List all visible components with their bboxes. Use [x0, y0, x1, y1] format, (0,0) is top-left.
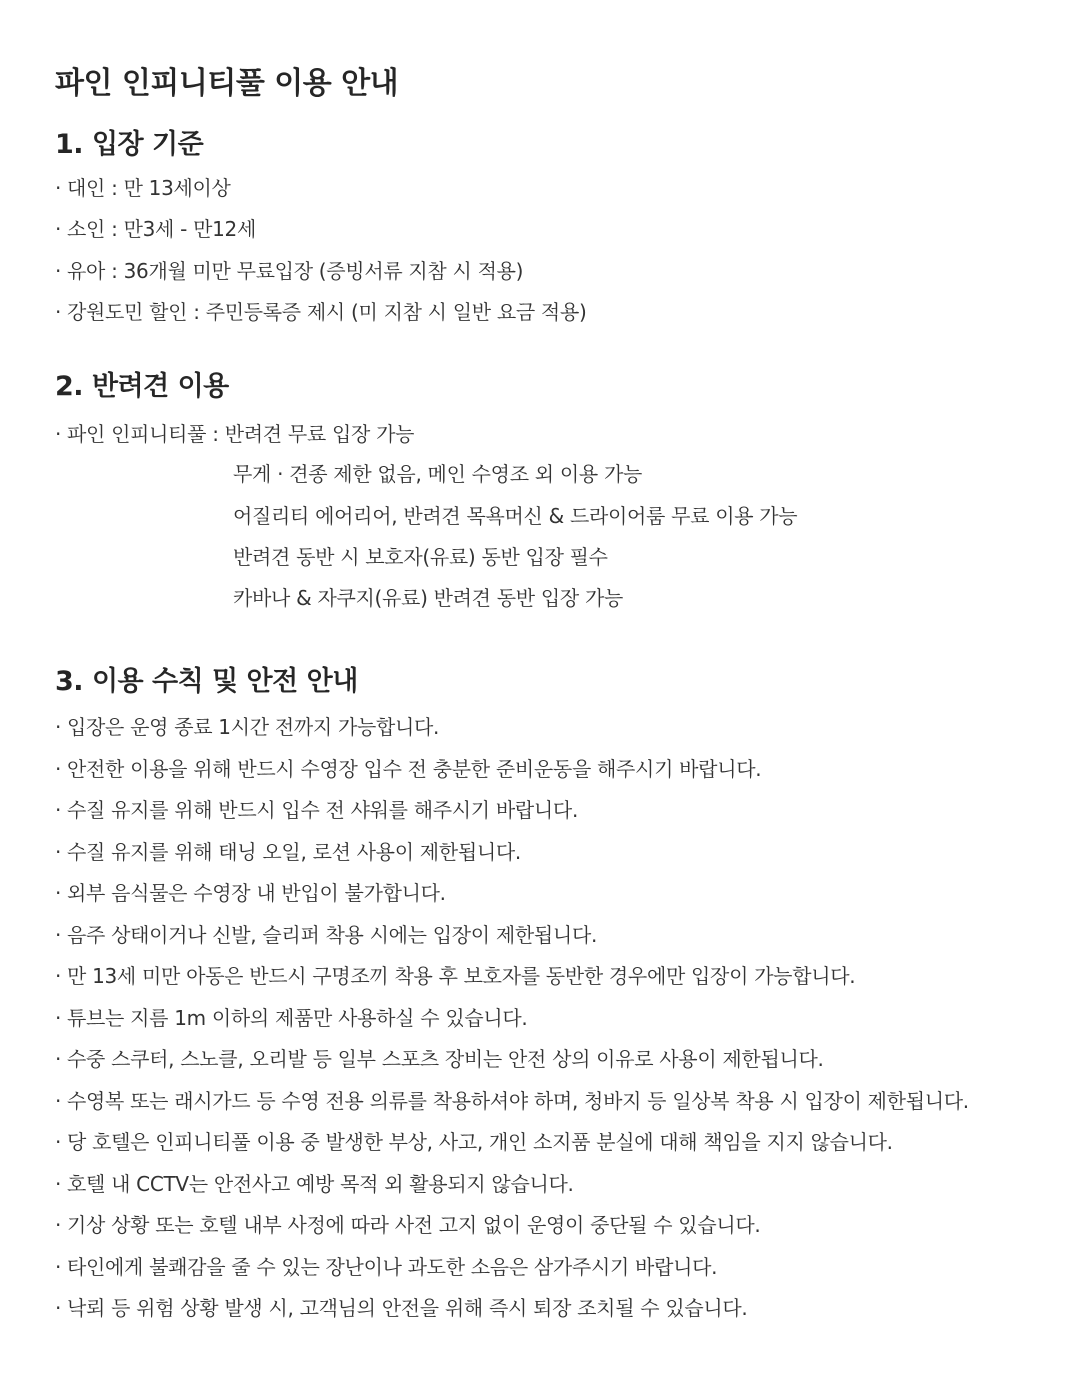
rule-item: · 만 13세 미만 아동은 반드시 구명조끼 착용 후 보호자를 동반한 경우에만 입장이 가능합니다.: [55, 964, 856, 988]
rule-item: · 입장은 운영 종료 1시간 전까지 가능합니다.: [55, 715, 440, 739]
entry-item: · 소인 : 만3세 - 만12세: [55, 217, 256, 241]
rule-item: · 당 호텔은 인피니티풀 이용 중 발생한 부상, 사고, 개인 소지품 분실에 대해 책임을 지지 않습니다.: [55, 1130, 893, 1154]
rule-item: · 낙뢰 등 위험 상황 발생 시, 고객님의 안전을 위해 즉시 퇴장 조치될 수 있습니다.: [55, 1296, 748, 1320]
pet-detail: 어질리티 에어리어, 반려견 목욕머신 & 드라이어룸 무료 이용 가능: [233, 504, 798, 528]
pet-detail: 무게 · 견종 제한 없음, 메인 수영조 외 이용 가능: [233, 462, 642, 486]
entry-item: · 강원도민 할인 : 주민등록증 제시 (미 지참 시 일반 요금 적용): [55, 300, 587, 324]
page-title: 파인 인피니티풀 이용 안내: [55, 66, 399, 101]
entry-item: · 유아 : 36개월 미만 무료입장 (증빙서류 지참 시 적용): [55, 259, 524, 283]
section-heading-entry: 1. 입장 기준: [55, 129, 204, 160]
rule-item: · 수질 유지를 위해 태닝 오일, 로션 사용이 제한됩니다.: [55, 840, 521, 864]
entry-item: · 대인 : 만 13세이상: [55, 176, 231, 200]
pet-detail: 카바나 & 자쿠지(유료) 반려견 동반 입장 가능: [233, 586, 623, 610]
rule-item: · 음주 상태이거나 신발, 슬리퍼 착용 시에는 입장이 제한됩니다.: [55, 923, 598, 947]
rule-item: · 수영복 또는 래시가드 등 수영 전용 의류를 착용하셔야 하며, 청바지 등 일상복 착용 시 입장이 제한됩니다.: [55, 1089, 969, 1113]
rule-item: · 수질 유지를 위해 반드시 입수 전 샤워를 해주시기 바랍니다.: [55, 798, 578, 822]
pet-detail: 반려견 동반 시 보호자(유료) 동반 입장 필수: [233, 545, 608, 569]
section-heading-rules: 3. 이용 수칙 및 안전 안내: [55, 666, 358, 697]
rule-item: · 튜브는 지름 1m 이하의 제품만 사용하실 수 있습니다.: [55, 1006, 528, 1030]
rule-item: · 호텔 내 CCTV는 안전사고 예방 목적 외 활용되지 않습니다.: [55, 1172, 574, 1196]
pet-lead: · 파인 인피니티풀 : 반려견 무료 입장 가능: [55, 422, 415, 446]
rule-item: · 안전한 이용을 위해 반드시 수영장 입수 전 충분한 준비운동을 해주시기 바랍니다.: [55, 757, 762, 781]
rule-item: · 수중 스쿠터, 스노클, 오리발 등 일부 스포츠 장비는 안전 상의 이유로 사용이 제한됩니다.: [55, 1047, 824, 1071]
rule-item: · 타인에게 불쾌감을 줄 수 있는 장난이나 과도한 소음은 삼가주시기 바랍니다.: [55, 1255, 718, 1279]
rule-item: · 외부 음식물은 수영장 내 반입이 불가합니다.: [55, 881, 446, 905]
section-heading-pet: 2. 반려견 이용: [55, 371, 229, 402]
rule-item: · 기상 상황 또는 호텔 내부 사정에 따라 사전 고지 없이 운영이 중단될 수 있습니다.: [55, 1213, 761, 1237]
